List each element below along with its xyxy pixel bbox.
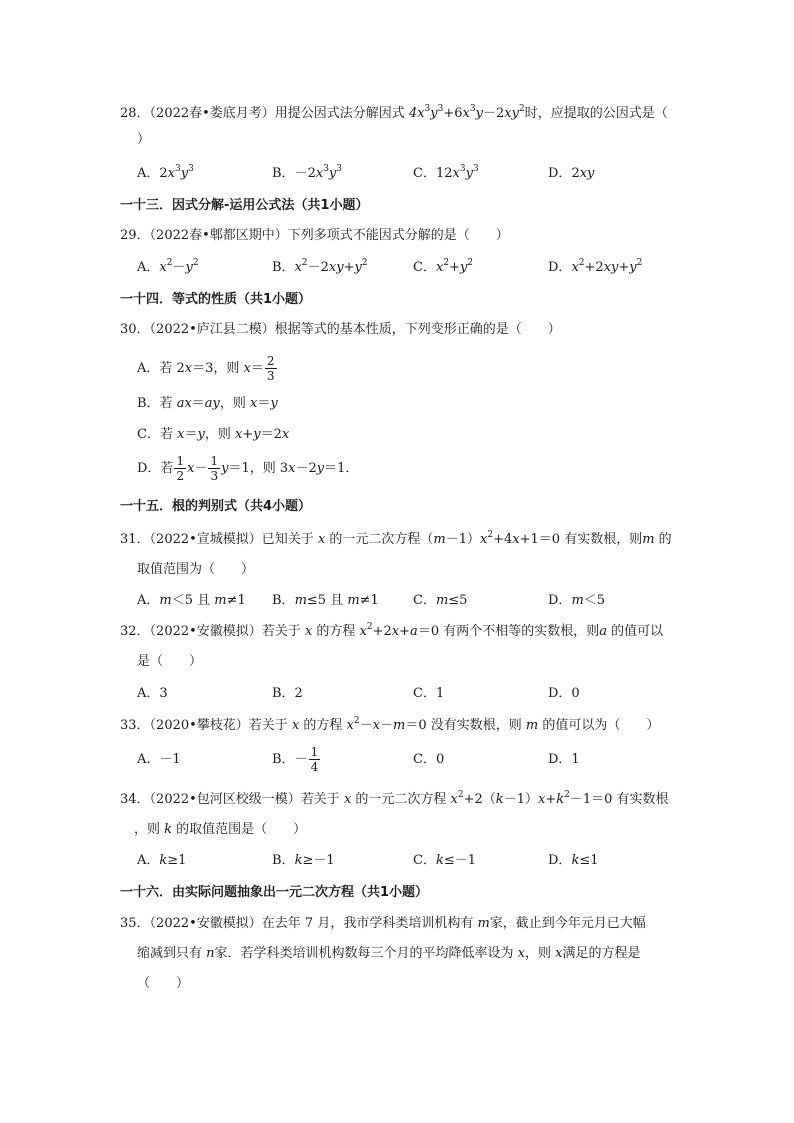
q31-option-c: C．m≤5: [413, 593, 468, 608]
q33-option-c: C．0: [413, 752, 445, 767]
fraction-1-4: $\frac{1}{4}$: [310, 745, 319, 774]
question-33-stem: 33．（2020•攀枝花）若关于 x 的方程 $x^2-x-m=0$ 没有实数根，则 m 的值可以为（ ）: [120, 716, 660, 733]
q32-option-c: C．1: [413, 686, 445, 701]
section-13-title: 一十三．因式分解-运用公式法（共1小题）: [120, 198, 369, 213]
q30-option-b: B．若 ax＝ay，则 x＝y: [137, 396, 278, 411]
question-31-line1: 31．（2022•宣城模拟）已知关于 x 的一元二次方程$(m-1)x^2+4x+1=0$ 有实数根，则m 的: [120, 530, 672, 547]
q34-option-d: D．k≤1: [548, 853, 599, 868]
q30-option-d: D．若 $\frac{1}{2}$ x－ $\frac{1}{3}$ y＝1，则 3x－2y＝1．: [137, 454, 359, 483]
q31-option-d: D．m＜5: [548, 593, 606, 608]
question-34-line1: 34．（2022•包河区校级一模）若关于 x 的一元二次方程 $x^2+2(k-1)x+k^2-1=0$ 有实数根: [120, 790, 669, 807]
q32-option-d: D．0: [548, 686, 580, 701]
q33-option-a: A．－1: [137, 752, 181, 767]
q30-option-a: A．若 2x＝3，则 x＝ $\frac{2}{3}$: [137, 354, 275, 383]
fraction-2-3: $\frac{2}{3}$: [266, 354, 275, 383]
q28-option-b: B．$-2x^3y^3$: [272, 164, 343, 181]
q33-option-d: D．1: [548, 752, 580, 767]
q28-option-c: C．$12x^3y^3$: [413, 164, 479, 181]
q28-option-a: A．$2x^3y^3$: [137, 164, 194, 181]
section-16-title: 一十六．由实际问题抽象出一元二次方程（共1小题）: [120, 885, 429, 900]
q30-option-c: C．若 x＝y，则 x+y＝2x: [137, 427, 290, 442]
question-34-line2: ，则 k 的取值范围是（ ）: [134, 822, 307, 837]
q34-option-c: C．k≤－1: [413, 853, 477, 868]
question-32-line2: 是（ ）: [137, 654, 203, 669]
section-15-title: 一十五．根的判别式（共4小题）: [120, 499, 312, 514]
question-29-stem: 29．（2022春•郫都区期中）下列多项式不能因式分解的是（ ）: [120, 228, 509, 243]
question-35-line2: 缩减到只有 n家．若学科类培训机构数每三个月的平均降低率设为 x，则 x满足的方程是: [137, 946, 641, 961]
q29-option-c: C．$x^2+y^2$: [413, 258, 474, 275]
q31-option-b: B．m≤5 且 m≠1: [272, 593, 379, 608]
q34-option-a: A．k≥1: [137, 853, 187, 868]
question-28-stem: 28．（2022春•娄底月考）用提公因式法分解因式 $4x^3y^3+6x^3y-2xy^2$时，应提取的公因式是（: [120, 104, 668, 121]
q29-option-d: D．$x^2+2xy+y^2$: [548, 258, 643, 275]
question-31-line2: 取值范围为（ ）: [137, 562, 255, 577]
q28-option-d: D．2xy: [548, 166, 595, 181]
q29-option-a: A．$x^2-y^2$: [137, 258, 199, 275]
q32-option-a: A．3: [137, 686, 168, 701]
q34-option-b: B．k≥－1: [272, 853, 335, 868]
question-35-line3: （ ）: [137, 976, 190, 991]
q32-option-b: B．2: [272, 686, 303, 701]
question-35-line1: 35．（2022•安徽模拟）在去年 7 月，我市学科类培训机构有 m家，截止到今年元月已大幅: [120, 916, 646, 931]
q31-option-a: A．m＜5 且 m≠1: [137, 593, 246, 608]
q29-option-b: B．$x^2-2xy+y^2$: [272, 258, 368, 275]
question-28-close-paren: ）: [137, 132, 151, 147]
question-30-stem: 30．（2022•庐江县二模）根据等式的基本性质，下列变形正确的是（ ）: [120, 322, 561, 337]
question-32-line1: 32．（2022•安徽模拟）若关于 x 的方程 $x^2+2x+a=0$ 有两个不相等的实数根，则a 的值可以: [120, 622, 664, 639]
q33-option-b: B．－ $\frac{1}{4}$: [272, 745, 319, 774]
section-14-title: 一十四．等式的性质（共1小题）: [120, 292, 312, 307]
